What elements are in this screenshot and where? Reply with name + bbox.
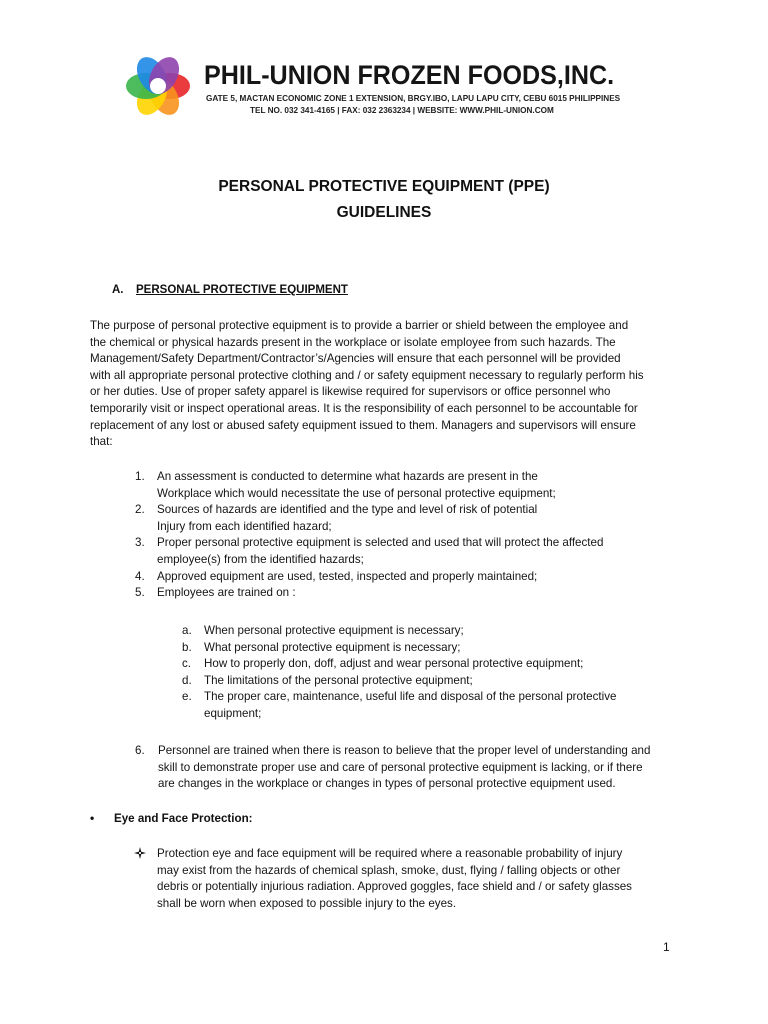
item-text-line: Approved equipment are used, tested, inspected and properly maintained; [157,569,538,583]
letterhead [120,48,660,124]
paragraph-line: The purpose of personal protective equipment is to provide a barrier or shield between the employee and [90,319,629,332]
diamond-bullet-icon [133,846,147,860]
lettered-item [182,623,616,640]
item-letter: d. [182,673,192,687]
numbered-item [135,569,603,586]
item-letter: e. [182,690,192,704]
item-number: 6. [135,744,145,757]
item-letter: a. [182,624,192,637]
company-name: PHIL-UNION FROZEN FOODS,INC. [204,60,615,90]
item-text-line: What personal protective equipment is necessary; [204,640,461,654]
item-text-line: An assessment is conducted to determine what hazards are present in the [157,470,538,483]
item-text-line: The limitations of the personal protective equipment; [204,673,473,687]
item-text-line: debris or potentially injurious radiation. Approved goggles, face shield and / or safety glasses [157,880,632,894]
numbered-list [135,469,603,602]
eye-face-heading-text: Eye and Face Protection: [114,812,253,825]
numbered-item [135,469,603,502]
lettered-item [182,656,616,673]
item-text-line: Employees are trained on : [157,586,296,600]
document-title-line-1: PERSONAL PROTECTIVE EQUIPMENT (PPE) [218,178,550,195]
item-text-line: shall be worn when exposed to possible injury to the eyes. [157,896,457,910]
page-number: 1 [663,940,670,954]
document-title-line-2: GUIDELINES [336,204,432,221]
lettered-list [182,623,616,723]
eye-face-heading [90,811,253,825]
item-text-line: equipment; [204,706,262,720]
lettered-item [182,689,616,722]
item-number: 4. [135,569,145,583]
item-text-line: Protection eye and face equipment will be required where a reasonable probability of injury [157,847,623,860]
item-text-line: are changes in the workplace or changes in types of personal protective equipment used. [158,777,616,791]
paragraph-line: that: [90,435,113,449]
item-text-line: How to properly don, doff, adjust and wear personal protective equipment; [204,657,584,671]
company-contact: TEL NO. 032 341-4165 | FAX: 032 2363234 | WEBSITE: WWW.PHIL-UNION.COM [250,106,554,115]
item-number: 1. [135,470,145,483]
numbered-item-6 [135,743,650,793]
item-text-line: may exist from the hazards of chemical splash, smoke, dust, flying / falling objects or other [157,863,621,877]
item-number: 3. [135,536,145,550]
paragraph-line: Management/Safety Department/Contractor’s/Agencies will ensure that each personnel will be provided [90,352,621,366]
section-letter: A. [112,284,124,296]
item-text [135,743,650,793]
intro-paragraph [90,318,690,451]
bullet-icon: • [90,811,95,825]
item-text-line: skill to demonstrate proper use and care of personal protective equipment is lacking, or if there [158,760,643,774]
item-number: 5. [135,586,145,600]
item-text-line: Proper personal protective equipment is selected and used that will protect the affected [157,536,604,550]
paragraph-line: temporarily visit or inspect operational areas. It is the responsibility of each personnel to be accountable for [90,401,638,415]
logo-center [150,78,166,94]
item-text-line: Personnel are trained when there is reason to believe that the proper level of understanding and [158,744,651,757]
paragraph-line: replacement of any lost or abused safety equipment issued to them. Managers and supervisors will ensure [90,418,636,432]
section-heading-text: PERSONAL PROTECTIVE EQUIPMENT [136,284,348,296]
item-letter: b. [182,640,192,654]
lettered-item [182,640,616,657]
section-heading [112,284,348,296]
item-text-line: The proper care, maintenance, useful life and disposal of the personal protective [204,690,617,704]
company-address: GATE 5, MACTAN ECONOMIC ZONE 1 EXTENSION, BRGY.IBO, LAPU LAPU CITY, CEBU 6015 PHILIPPINES [206,94,621,103]
item-text-line: Sources of hazards are identified and the type and level of risk of potential [157,503,538,517]
numbered-item [135,535,603,568]
numbered-item [135,502,603,535]
numbered-item [135,585,603,602]
company-logo [124,50,192,122]
eye-face-item [133,846,632,912]
lettered-item [182,673,616,690]
item-number: 2. [135,503,145,517]
item-letter: c. [182,657,192,671]
item-text-line: employee(s) from the identified hazards; [157,552,364,566]
item-text-line: Workplace which would necessitate the use of personal protective equipment; [157,486,556,500]
eye-face-text [133,846,632,912]
item-text-line: When personal protective equipment is necessary; [204,624,464,637]
paragraph-line: with all appropriate personal protective clothing and / or safety equipment necessary to regularly perform his [90,368,644,382]
paragraph-line: the chemical or physical hazards present in the workplace or isolate employee from such hazards. The [90,335,616,349]
paragraph-line: or her duties. Use of proper safety apparel is likewise required for supervisors or office personnel who [90,385,611,399]
item-text-line: Injury from each identified hazard; [157,519,332,533]
